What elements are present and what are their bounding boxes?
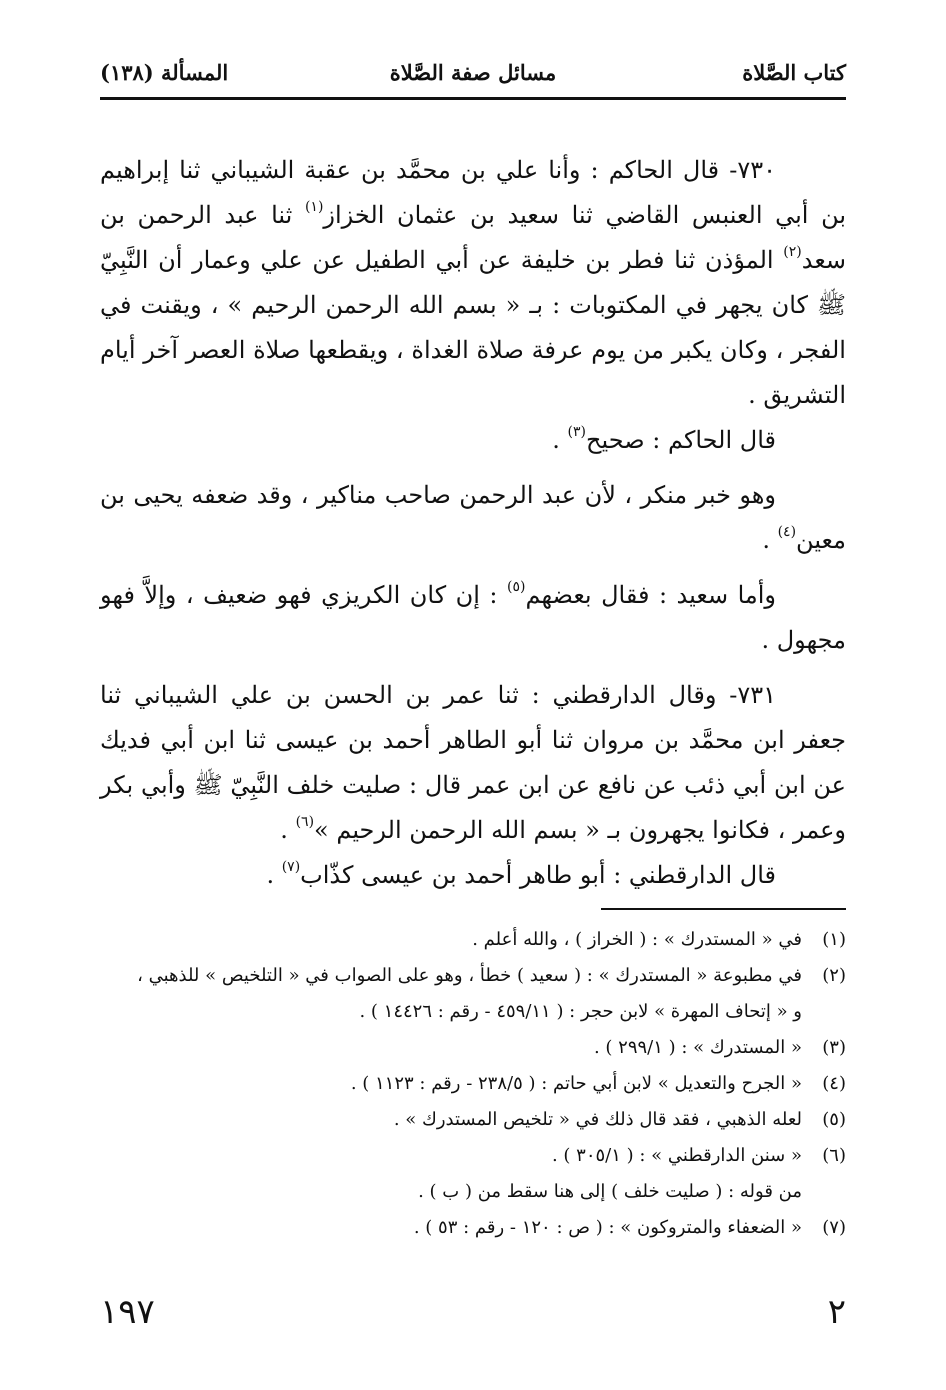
footnote-6: (٦) « سنن الدارقطني » : ( ٣٠٥/١ ) . <box>551 1145 846 1166</box>
paragraph-munkar: وهو خبر منكر ، لأن عبد الرحمن صاحب مناكير ، وقد ضعفه يحيى بن معين$^{(٤)}$ . <box>100 481 846 554</box>
footnote-ref-4: (٤) <box>777 524 797 540</box>
footnote-ref-7: (٧) <box>281 859 301 875</box>
header-book-title: كتاب الصَّلاة <box>742 60 846 85</box>
page-number: ١٩٧ <box>100 1292 155 1332</box>
footnote-2-continuation: و « إتحاف المهرة » لابن حجر : ( ٤٥٩/١١ - رقم : ١٤٤٢٦ ) . <box>359 1001 802 1022</box>
footnote-7: (٧) « الضعفاء والمتروكون » : ( ص : ١٢٠ - رقم : ٥٣ ) . <box>413 1217 846 1238</box>
footnote-ref-3: (٣) <box>567 424 587 440</box>
paragraph-730: ٧٣٠- قال الحاكم : وأنا علي بن محمَّد بن عقبة الشيباني ثنا إبراهيم بن أبي العنبس القاضي ثنا سعيد بن عثمان الخزاز$^{(١)}$ ثنا عبد الرحمن بن سعد$^{(٢)}$ المؤذن ثنا فطر بن خليفة عن أبي الطفيل عن علي وعمار أن النَّبِيّ ﷺ كان يجهر في المكتوبات : بـ « بسم الله الرحمن الرحيم » ، ويقنت في الفجر ، وكان يكبر من يوم عرفة صلاة الغداة ، ويقطعها صلاة العصر آخر أيام التشريق . <box>100 156 847 409</box>
volume-number: ٢ <box>827 1292 846 1332</box>
footnote-4: (٤) « الجرح والتعديل » لابن أبي حاتم : ( ٢٣٨/٥ - رقم : ١١٢٣ ) . <box>350 1073 846 1094</box>
footnote-6-continuation: من قوله : ( صليت خلف ) إلى هنا سقط من ( ب ) . <box>418 1181 802 1202</box>
footnote-1: (١) في « المستدرك » : ( الخراز ) ، والله أعلم . <box>472 929 846 950</box>
footnotes <box>100 922 846 1246</box>
footnote-5: (٥) لعله الذهبي ، فقد قال ذلك في « تلخيص المستدرك » . <box>393 1109 846 1130</box>
paragraph-731: ٧٣١- وقال الدارقطني : ثنا عمر بن الحسن بن علي الشيباني ثنا جعفر ابن محمَّد بن مروان ثنا أبو الطاهر أحمد بن عيسى ثنا ابن أبي فديك عن ابن أبي ذئب عن نافع عن ابن عمر قال : صليت خلف النَّبِيّ ﷺ وأبي بكر وعمر ، فكانوا يجهرون بـ « بسم الله الرحمن الرحيم »$^{(٦)}$ . <box>100 681 847 844</box>
paragraph-daraqutni: قال الدارقطني : أبو طاهر أحمد بن عيسى كذّاب$^{(٧)}$ . <box>266 859 776 889</box>
header-rule <box>100 97 846 100</box>
footnote-ref-6: (٦) <box>295 814 315 830</box>
footnote-3: (٣) « المستدرك » : ( ٢٩٩/١ ) . <box>593 1037 846 1058</box>
footnote-ref-1: (١) <box>304 199 324 215</box>
header-chapter-title: مسائل صفة الصَّلاة <box>389 60 557 85</box>
header-issue-number: المسألة (١٣٨) <box>100 60 229 85</box>
footnote-2: (٢) في مطبوعة « المستدرك » : ( سعيد ) خطأ ، وهو على الصواب في « التلخيص » للذهبي ، <box>137 965 846 986</box>
footnote-rule <box>601 908 846 910</box>
footnote-ref-5: (٥) <box>507 579 526 595</box>
paragraph-saeed: وأما سعيد : فقال بعضهم$^{(٥)}$ : إن كان الكريزي فهو ضعيف ، وإلاَّ فهو مجهول . <box>100 579 846 654</box>
paragraph-hakim: قال الحاكم : صحيح$^{(٣)}$ . <box>552 424 776 454</box>
main-text <box>100 148 846 898</box>
running-header <box>100 56 846 90</box>
footnote-ref-2: (٢) <box>783 244 802 260</box>
